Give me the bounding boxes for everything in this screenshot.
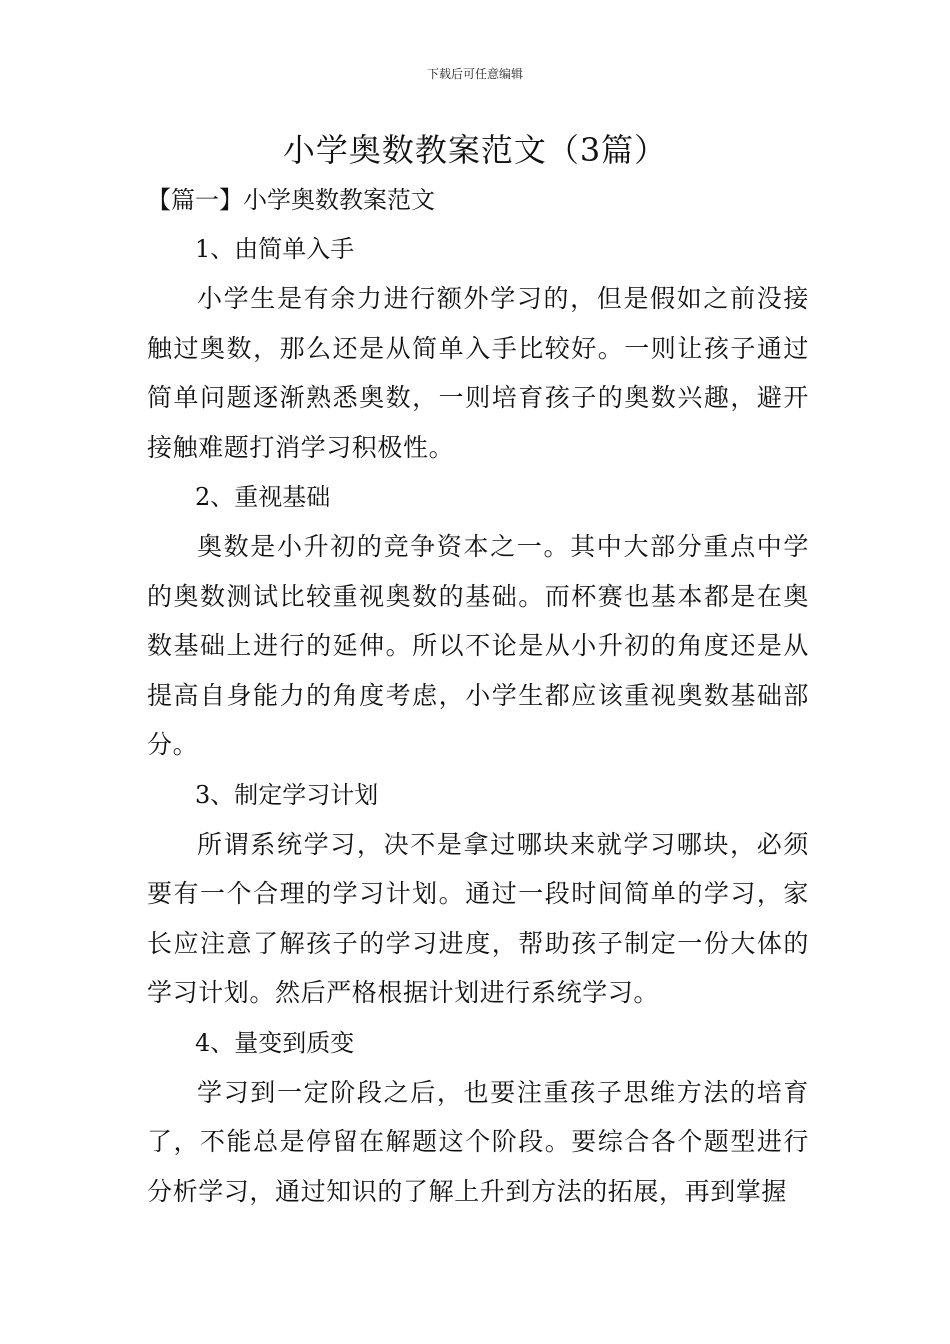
section-2 [147, 472, 809, 770]
section-3 [147, 770, 809, 1018]
section-4 [147, 1018, 809, 1217]
section-heading: 2、重视基础 [195, 483, 331, 511]
section-1 [147, 224, 809, 472]
section-heading: 4、量变到质变 [195, 1028, 355, 1057]
part-heading: 【篇一】小学奥数教案范文 [147, 186, 435, 214]
section-paragraph: 所谓系统学习，决不是拿过哪块来就学习哪块，必须要有一个合理的学习计划。通过一段时间简单的学习，家长应注意了解孩子的学习进度，帮助孩子制定一份大体的学习计划。然后严格根据计划进行系统学习。 [147, 829, 809, 1007]
section-heading: 1、由简单入手 [195, 235, 355, 263]
section-heading: 3、制定学习计划 [195, 780, 379, 809]
document-title: 小学奥数教案范文（3篇） [282, 131, 668, 169]
document-body [147, 176, 809, 1216]
section-paragraph: 学习到一定阶段之后，也要注重孩子思维方法的培育了，不能总是停留在解题这个阶段。要综合各个题型进行分析学习，通过知识的了解上升到方法的拓展，再到掌握 [147, 1077, 809, 1206]
section-paragraph: 小学生是有余力进行额外学习的，但是假如之前没接触过奥数，那么还是从简单入手比较好。一则让孩子通过简单问题逐渐熟悉奥数，一则培育孩子的奥数兴趣，避开接触难题打消学习积极性。 [147, 284, 809, 462]
page-header: 下载后可任意编辑 [426, 67, 523, 81]
section-paragraph: 奥数是小升初的竞争资本之一。其中大部分重点中学的奥数测试比较重视奥数的基础。而杯赛也基本都是在奥数基础上进行的延伸。所以不论是从小升初的角度还是从提高自身能力的角度考虑，小学生都应该重视奥数基础部分。 [147, 532, 809, 759]
